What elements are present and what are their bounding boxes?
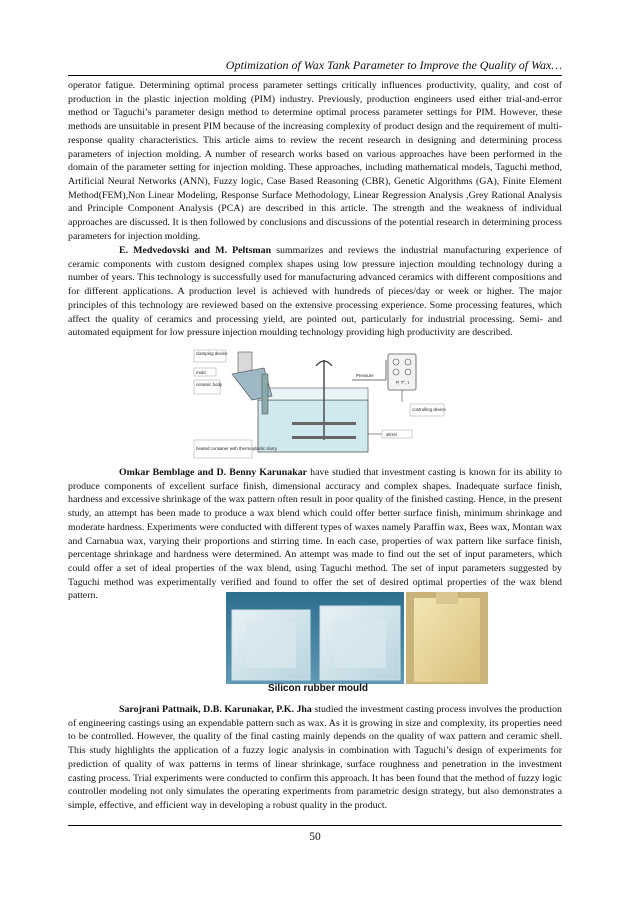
stirrer-blade [292,422,356,425]
silicon-rubber-mould-photo [226,592,488,684]
label-stirrer: stirrer [386,432,398,437]
label-mold: mold [196,370,206,375]
page-number: 50 [309,831,321,843]
paragraph-injection-molding-review: operator fatigue. Determining optimal process parameter settings critically influences productivity, quality, and cost of production in the plastic injection molding (PIM) industry. Previously, production engineers used either trial-and-error method or Taguchi’s parameter design method to determine optimal process parameter settings for PIM. However, these methods are unsuitable in present PIM because of the increasing complexity of product design and the requirement of multi-response quality characteristics. This article aims to review the recent research in designing and determining process parameters of injection molding. A number of research works based on various approaches have been performed in the domain of the parameter setting for injection molding. These approaches, including mathematical models, Taguchi method, Artificial Neural Networks (ANN), Fuzzy logic, Case Based Reasoning (CBR), Genetic Algorithms (GA), Finite Element Method(FEM),Non Linear Modeling, Response Surface Methodology, Linear Regression Analysis ,Grey Rational Analysis and Principle Component Analysis (PCA) are described in this article. The strength and the weakness of individual approaches are discussed. It is then followed by conclusions and discussions of the potential research in determining process parameters for injection molding. [68,80,562,242]
footer-rule [68,825,562,826]
paragraph-pattnaik [68,703,562,813]
label-ceramic-body: ceramic body [196,382,223,387]
label-clamping-device: clamping device [196,351,228,356]
header-rule [68,75,562,76]
figure-caption: Silicon rubber mould [267,683,368,694]
injection-moulding-diagram [192,348,446,460]
slurry-tank [258,400,368,452]
paragraph-body: have studied that investment casting is known for its ability to produce components of excellent surface finish, dimensional accuracy and complex shapes. Inadequate surface finish, hardness and excessive shrinkage of the wax pattern often result in poor quality of the finished casting. Hence, in the present study, an attempt has been made to produce a wax blend which could offer better surface finish, minimum shrinkage and moderate hardness. Experiments were conducted with different types of waxes namely Paraffin wax, Bees wax, Montan wax and Carnabua wax, varying their proportions and stirring time. In each case, properties of wax pattern like surface finish, percentage shrinkage and hardness were determined. An attempt was made to find out the set of input parameters, which could offer a set of ideal properties of the wax blend, using Taguchi method. The set of input parameters suggested by Taguchi method was experimentally verified and found to offer the set of desired optimal properties of the wax blend pattern. [68,467,562,602]
wax-pattern [414,598,480,682]
label-parameters: P, T°, t [396,380,409,385]
label-heated-container: heated container with thermoplastic slurry [196,446,278,451]
paragraph-body: summarizes and reviews the industrial manufacturing experience of ceramic components with custom designed complex shapes using low pressure injection moulding technology during a number of years. This technology is successfully used for manufacturing advanced ceramics with different compositions and for different applications. A production level is achieved with hundreds of pieces/day or week or higher. The major principles of this technology are reviewed based on the extensive processing experience. Some processing features, which affect the quality of ceramics and processing yield, are pointed out, particularly for industrial processing. Semi- and automated equipment for low pressure injection moulding technology providing high productivity are described. [68,245,562,339]
author-names: Sarojrani Pattnaik, D.B. Karunakar, P.K. Jha [119,704,312,715]
paragraph-medvedovski [68,244,562,340]
author-names: Omkar Bemblage and D. Benny Karunakar [119,467,308,478]
label-controlling-device: controlling device [412,407,446,412]
author-names: E. Medvedovski and M. Peltsman [119,245,272,256]
label-pressure: Pressure [356,373,374,378]
paragraph-body: studied the investment casting process involves the production of engineering castings using an expendable pattern such as wax. As it is growing in size and complexity, its properties need to be controlled. However, the quality of the final casting mainly depends on the quality of wax pattern and ceramic shell. This study highlights the application of a fuzzy logic analysis in combination with Taguchi’s design of experiments for prediction of quality of wax patterns in terms of linear shrinkage, surface roughness and penetration in the investment casting process. Trial experiments were conducted to confirm this approach. It has been found that the method of fuzzy logic controller modeling not only simulates the operating experiments from parametric design strategy, but also demonstrates a simple, effective, and efficient way in developing a robust quality in the product. [68,704,562,812]
paragraph-bemblage [68,466,562,603]
running-header: Optimization of Wax Tank Parameter to Improve the Quality of Wax… [225,58,562,72]
